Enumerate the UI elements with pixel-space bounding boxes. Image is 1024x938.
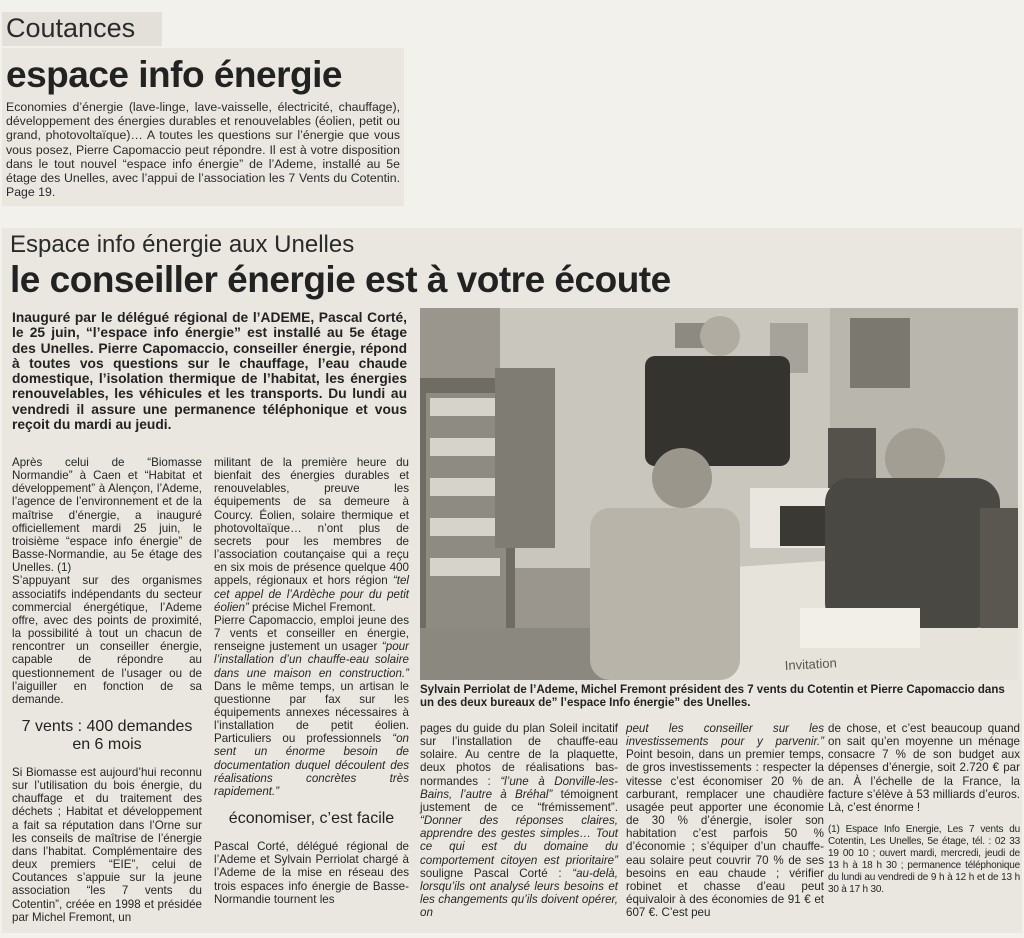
- paragraph: [214, 456, 409, 614]
- photo-invitation-text: Invitation: [784, 655, 838, 673]
- brief-kicker-box: [2, 12, 162, 46]
- contact-footnote: (1) Espace Info Energie, Les 7 vents du Cotentin, Les Unelles, 5e étage, tél. : 02 33 19 00 10 ; ouvert mardi, mercredi, jeudi de 13 h à 18 h 30 ; permanence téléphonique du lundi au vendredi de 9 h à 12 h et de 13 h 30 à 17 h 30.: [828, 824, 1020, 896]
- text-run: souligne Pascal Corté :: [420, 866, 562, 880]
- article-photo: [420, 308, 1018, 680]
- article-headline: le conseiller énergie est à votre écoute: [10, 259, 671, 300]
- photo-caption: Sylvain Perriolat de l’Ademe, Michel Fremont président des 7 vents du Cotentin et Pierre Capomaccio dans un des deux bureaux de” l’espace Info énergie” des Unelles.: [420, 684, 1005, 709]
- brief-kicker: Coutances: [6, 13, 136, 43]
- paragraph: de chose, et c’est beaucoup quand on sait qu’en moyenne un ménage consacre 7 % de son budget aux dépenses d’énergie, soit 2.720 € par an. À l’échelle de la France, la facture s’élève à 53 milliards d’euros. Là, c’est énorme !: [828, 722, 1020, 814]
- text-run: militant de la première heure du bienfait des énergies durables et renouvelables, preuve les équipements de sa demeure à Courcy. Éolien, solaire thermique et photovoltaïque… n’ont plus de secrets pour les membres de l’association coutançaise qui a reçu en six mois de présence quelque 400 appels, régionaux et hors région: [214, 456, 409, 588]
- text-run: témoignent justement de ce “frémissement”.: [420, 787, 618, 814]
- brief-title: espace info énergie: [6, 54, 342, 95]
- paragraph: [626, 722, 824, 919]
- paragraph: Pascal Corté, délégué régional de l’Ademe et Sylvain Perriolat chargé à l’Ademe de la mise en réseau des trois espaces info énergie de Basse-Normandie tournent les: [214, 840, 409, 906]
- brief-clipping: [2, 48, 404, 206]
- brief-text: Economies d’énergie (lave-linge, lave-vaisselle, électricité, chauffage), développement des énergies durables et renouvelables (éolien, petit ou grand, photovoltaïque)… A toutes les questions sur l’énergie que vous vous posez, Pierre Capomaccio peut répondre. Il est à votre disposition dans le tout nouvel “espace info énergie” de l’Ademe, installé au 5e étage des Unelles, avec l’appui de l’association les 7 Vents du Cotentin. Page 19.: [6, 100, 400, 200]
- paragraph: Après celui de “Biomasse Normandie” à Caen et “Habitat et développement” à Alençon, l’Ademe, l’agence de l’environnement et de la maîtrise d’énergie, a inauguré officiellement mardi 25 juin, le troisième “espace info énergie” de Basse-Normandie, au 5e étage des Unelles. (1): [12, 456, 202, 575]
- quote: “Donner des réponses claires, apprendre des gestes simples… Tout ce qui est du domaine du comportement citoyen est prioritaire”: [420, 814, 618, 867]
- article-column-2: [214, 456, 409, 906]
- article-column-4: [626, 722, 824, 919]
- quote: “l’une à Donville-les-Bains, l’autre à Bréhal”: [420, 774, 618, 801]
- article-clipping: [2, 228, 1022, 933]
- subheading-7-vents: 7 vents : 400 demandes en 6 mois: [21, 717, 193, 753]
- article-lead: Inauguré par le délégué régional de l’ADEME, Pascal Corté, le 25 juin, “l’espace info énergie” est installé au 5e étage des Unelles. Pierre Capomaccio, conseiller énergie, répond à toutes vos questions sur le chauffage, l’eau chaude domestique, l’isolation thermique de l’habitat, les énergies renouvelables, les véhicules et les transports. Du lundi au vendredi il assure une permanence téléphonique et vous reçoit du mardi au jeudi.: [12, 310, 407, 433]
- paragraph: [420, 722, 618, 919]
- office-photo-illustration: [420, 308, 1018, 680]
- paragraph: Si Biomasse est aujourd’hui reconnu sur l’utilisation du bois énergie, du chauffage et du traitement des déchets ; Habitat et développement a fait sa réputation dans l’Orne sur les conseils de maîtrise de l’énergie dans l’habitat. Complémentaire des deux premiers “EIE”, celui de Coutances s’appuie sur la jeune association “les 7 vents du Cotentin”, créée en 1998 et présidée par Michel Fremont, un: [12, 765, 202, 924]
- paragraph: [214, 614, 409, 798]
- text-run: précise Michel Fremont.: [252, 600, 376, 614]
- subheading-economiser: économiser, c’est facile: [228, 810, 395, 828]
- article-column-5: [828, 722, 1020, 896]
- text-run: Pierre Capomaccio, emploi jeune des 7 vents et conseiller en énergie, renseigne justement un usager: [214, 613, 409, 654]
- text-run: pages du guide du plan Soleil incitatif sur l’installation de chauffe-eau solaire. Au centre de la plaquette, deux photos de réalisations bas-normandes :: [420, 722, 618, 788]
- quote: “au-delà, lorsqu’ils ont analysé leurs besoins et les changements qu’ils doivent opérer, on: [420, 866, 618, 920]
- quote: “pour l’installation d’un chauffe-eau solaire dans une maison en construction.”: [214, 640, 409, 680]
- quote: peut les conseiller sur les investissements pour y parvenir.”: [626, 722, 824, 749]
- quote: “on sent un énorme besoin de documentation duquel découlent des réalisations concrètes très rapidement.”: [214, 732, 409, 798]
- text-run: Dans le même temps, un artisan le questionne par fax sur les équipements annexes nécessaires à l’installation de petit éolien. Particuliers ou professionnels: [214, 679, 409, 746]
- article-column-3: [420, 722, 618, 919]
- paragraph: S’appuyant sur des organismes associatifs indépendants du secteur commercial énergétique, l’Ademe offre, avec des points de proximité, la possibilité à tout un chacun de rencontrer un conseiller énergie, capable de répondre au questionnement de l’usager ou de l’aiguiller en fonction de sa demande.: [12, 574, 202, 706]
- quote: “tel cet appel de l’Ardèche pour du petit éolien”: [214, 574, 409, 614]
- article-kicker: Espace info énergie aux Unelles: [10, 231, 355, 258]
- article-column-1: [12, 456, 202, 924]
- text-run: Point besoin, dans un premier temps, de gros investissements : respecter la vitesse c’est économiser 20 % de carburant, remplacer une chaudière usagée peut apporter une économie de 30 % d’énergie, isoler son habitation c’est parfois 50 % d’économie ; s’équiper d’un chauffe-eau solaire peut couvrir 70 % de ses besoins en eau chaude ; vérifier robinet et chasse d’eau peut équivaloir à des économies de 91 € et 607 €. C’est peu: [626, 748, 824, 920]
